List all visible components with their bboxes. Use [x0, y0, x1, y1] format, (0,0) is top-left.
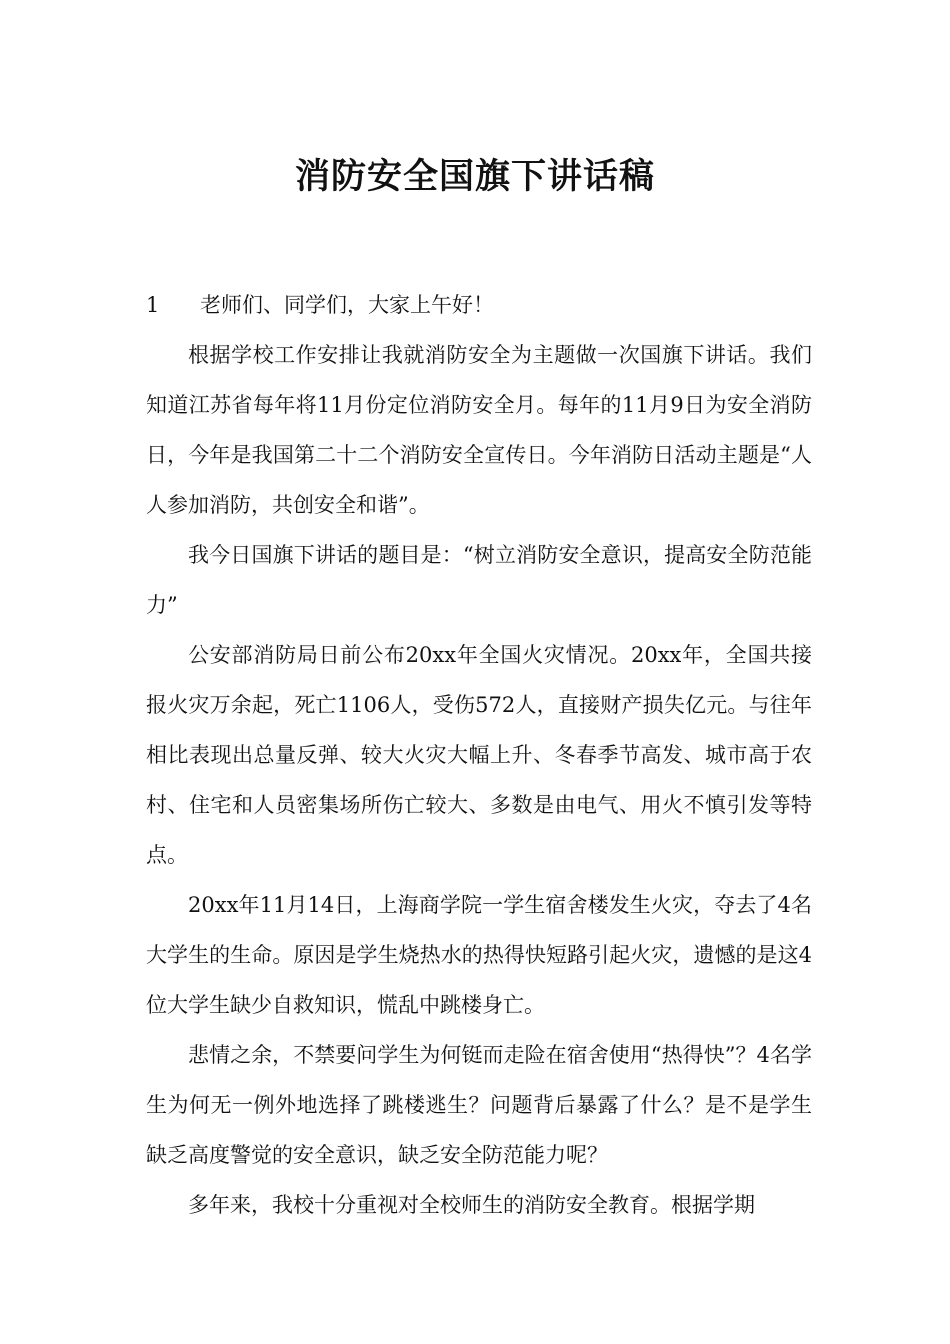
paragraph-speech-topic: 我今日国旗下讲话的题目是：“树立消防安全意识，提高安全防范能力”	[146, 543, 812, 617]
document-title: 消防安全国旗下讲话稿	[294, 157, 655, 198]
paragraph-shanghai-fire: 20xx年11月14日，上海商学院一学生宿舍楼发生火灾，夺去了4名大学生的生命。原因是学生烧热水的热得快短路引起火灾，遗憾的是这4位大学生缺少自救知识，慌乱中跳楼身亡。	[146, 893, 812, 1017]
greeting-text: 老师们、同学们，大家上午好！	[200, 293, 494, 317]
paragraph-fire-safety-month: 根据学校工作安排让我就消防安全为主题做一次国旗下讲话。我们知道江苏省每年将11月份定位消防安全月。每年的11月9日为安全消防日，今年是我国第二十二个消防安全宣传日。今年消防日活动主题是“人人参加消防，共创安全和谐”。	[146, 343, 812, 517]
greeting-paragraph	[146, 280, 812, 330]
document-body	[146, 280, 812, 1230]
paragraph-reflection-questions: 悲情之余，不禁要问学生为何铤而走险在宿舍使用“热得快”？4名学生为何无一例外地选择了跳楼逃生？问题背后暴露了什么？是不是学生缺乏高度警觉的安全意识，缺乏安全防范能力呢？	[146, 1043, 812, 1167]
paragraph-school-education: 多年来，我校十分重视对全校师生的消防安全教育。根据学期	[188, 1193, 755, 1217]
greeting-number: 1	[146, 293, 160, 317]
paragraph-fire-statistics: 公安部消防局日前公布20xx年全国火灾情况。20xx年，全国共接报火灾万余起，死亡1106人，受伤572人，直接财产损失亿元。与往年相比表现出总量反弹、较大火灾大幅上升、冬春季节高发、城市高于农村、住宅和人员密集场所伤亡较大、多数是由电气、用火不慎引发等特点。	[146, 643, 812, 867]
